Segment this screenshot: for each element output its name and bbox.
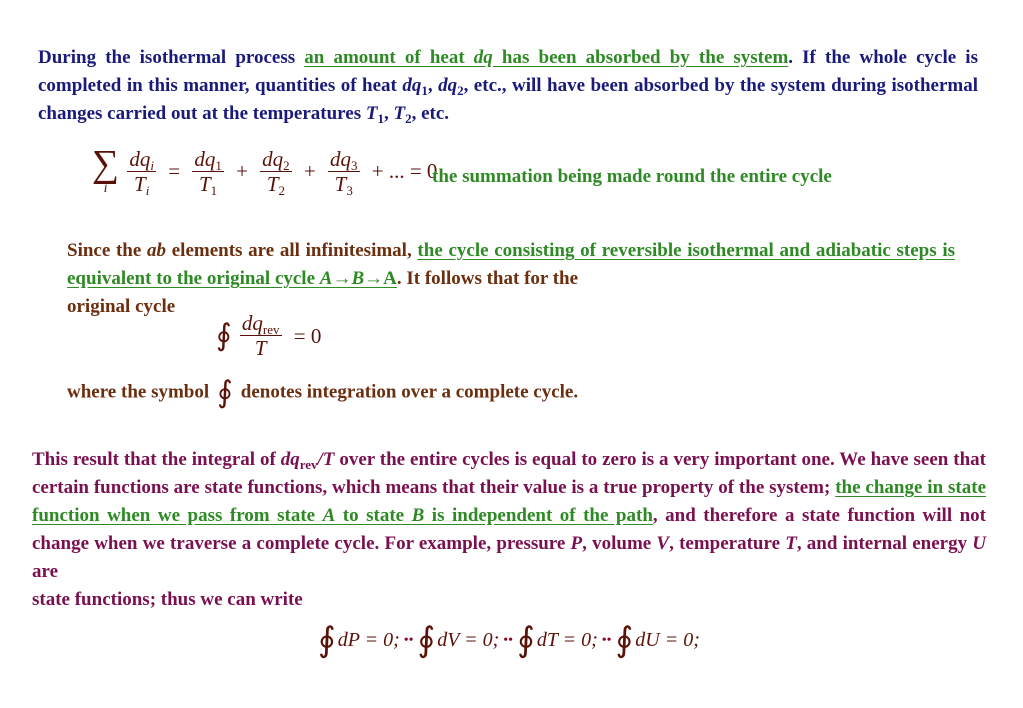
fraction-dq2-t2: $\frac{dq_2}{T_2}$ [262,146,290,198]
paragraph-state-functions: This result that the integral of $dq_{rev}/T$ over the entire cycles is equal to zero is a very important one. We have seen that certain functions are state functions, which means that their value is a true property of the system; the change in state function when we pass from state A to state B is independent of the path, and therefore a state function will not change when we traverse a complete cycle. For example, pressure P, volume V, temperature T, and internal energy U are state functions; thus we can write [32,449,987,610]
fraction-dqi-ti: $\frac{dq_i}{T_i}$ [129,146,154,198]
separator-dots: •• [601,633,612,649]
contour-integral-icon: ∮ [517,622,535,660]
summation-note: the summation being made round the entire cycle [432,166,832,187]
paragraph-infinitesimal: Since the ab elements are all infinitesimal, the cycle consisting of reversible isothermal and adiabatic steps is equivalent to the original cycle A→B→A. It follows that for the original cycle [67,240,955,317]
contour-integral-icon: ∮ [217,376,233,409]
contour-integral-icon: ∮ [318,622,336,660]
paragraph-isothermal: During the isothermal process an amount of heat dq has been absorbed by the system. If the whole cycle is completed in this manner, quantities of heat $dq_1$, $dq_2$, etc., will have been absorbed by the system during isothermal changes carried out at the temperatures $T_1$, $T_2$, etc. [38,47,979,126]
cyclic-integral-equation: ∮ $\frac{dq_{rev}}{T}$ = 0 [216,311,322,360]
fraction-dq3-t3: $\frac{dq_3}{T_3}$ [330,146,358,198]
integral-dt: dT = 0; [536,629,598,651]
integral-du: dU = 0; [635,629,700,651]
separator-dots: •• [503,633,514,649]
highlight-heat-absorbed: an amount of heat dq has been absorbed by the system [304,47,789,68]
contour-integral-icon: ∮ [417,622,436,660]
separator-dots: •• [403,633,414,649]
fraction-dq1-t1: $\frac{dq_1}{T_1}$ [194,146,222,198]
contour-integral-icon: ∮ [615,622,634,660]
fraction-dqrev-t: $\frac{dq_{rev}}{T}$ [241,311,280,360]
contour-integral-icon: ∮ [216,318,232,352]
summation-symbol: ∑ i [92,143,120,196]
highlight-path-independence: the change in state function when we pass from state A to state B is independent of the path [32,477,986,526]
integral-dv: dV = 0; [437,629,500,651]
symbol-explanation: where the symbol ∮ denotes integration over a complete cycle. [67,376,579,409]
highlight-equivalent-cycle: the cycle consisting of reversible isothermal and adiabatic steps is equivalent to the original cycle A→B→A [67,240,955,289]
state-function-integrals [318,622,700,660]
integral-dp: dP = 0; [337,629,400,651]
summation-equation: ∑ i $\frac{dq_i}{T_i}$ = $\frac{dq_1}{T_1}$ + $\frac{dq_2}{T_2}$ + $\frac{dq_3}{T_3}$ + ... = 0 [92,143,438,198]
